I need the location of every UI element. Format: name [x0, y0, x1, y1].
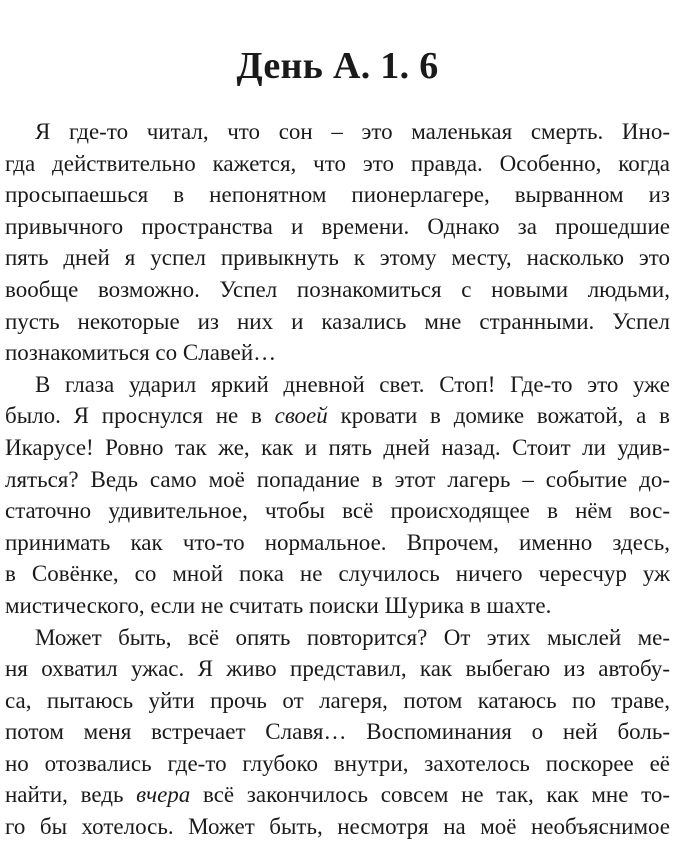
- paragraph-3: [5, 622, 670, 843]
- chapter-title: День А. 1. 6: [236, 45, 439, 87]
- emphasis-text: вчера: [136, 782, 191, 808]
- text-line: потом меня встречает Славя… Воспоминания о ней боль-: [5, 719, 670, 745]
- text-line: принимать как что-то нормальное. Впрочем, именно здесь,: [5, 529, 670, 555]
- text-line: го бы хотелось. Может быть, несмотря на моё необъяснимое: [5, 814, 670, 840]
- text-segment: кровати в домике вожатой, а в: [327, 403, 670, 429]
- text-line: познакомиться со Славей…: [5, 340, 277, 366]
- text-line: [5, 400, 670, 432]
- paragraph-2: [5, 369, 670, 622]
- text-line: пусть некоторые из них и казались мне странными. Успел: [5, 308, 670, 334]
- text-segment: было. Я проснулся не в: [5, 403, 275, 429]
- text-line: Может быть, всё опять повторится? От этих мыслей ме-: [35, 624, 670, 650]
- emphasis-text: своей: [274, 403, 328, 429]
- chapter-body: [5, 116, 670, 843]
- text-line: гда действительно кажется, что это правда. Особенно, когда: [5, 150, 670, 176]
- text-line: статочно удивительное, чтобы всё происходящее в нём вос-: [5, 498, 670, 524]
- text-segment: найти, ведь: [5, 782, 137, 808]
- text-line: мистического, если не считать поиски Шурика в шахте.: [5, 592, 552, 618]
- text-line: Икарусе! Ровно так же, как и пять дней назад. Стоит ли удив-: [5, 434, 670, 460]
- text-line: В глаза ударил яркий дневной свет. Стоп! Где-то это уже: [35, 371, 670, 397]
- text-segment: всё закончилось совсем не так, как мне то-: [190, 782, 670, 808]
- text-line: [5, 779, 670, 811]
- text-line: но отозвались где-то глубоко внутри, захотелось поскорее её: [5, 750, 670, 776]
- text-line: ляться? Ведь само моё попадание в этот лагерь – событие до-: [5, 466, 670, 492]
- text-line: пять дней я успел привыкнуть к этому месту, насколько это: [5, 245, 670, 271]
- text-line: са, пытаюсь уйти прочь от лагеря, потом катаюсь по траве,: [5, 687, 670, 713]
- text-line: вообще возможно. Успел познакомиться с новыми людьми,: [5, 276, 670, 302]
- paragraph-1: [5, 116, 670, 369]
- text-line: просыпаешься в непонятном пионерлагере, вырванном из: [5, 182, 670, 208]
- text-line: в Совёнке, со мной пока не случилось ничего чересчур уж: [5, 561, 670, 587]
- text-line: привычного пространства и времени. Однако за прошедшие: [5, 213, 670, 239]
- text-line: Я где-то читал, что сон – это маленькая смерть. Ино-: [35, 119, 670, 144]
- text-line: ня охватил ужас. Я живо представил, как выбегаю из автобу-: [5, 656, 670, 682]
